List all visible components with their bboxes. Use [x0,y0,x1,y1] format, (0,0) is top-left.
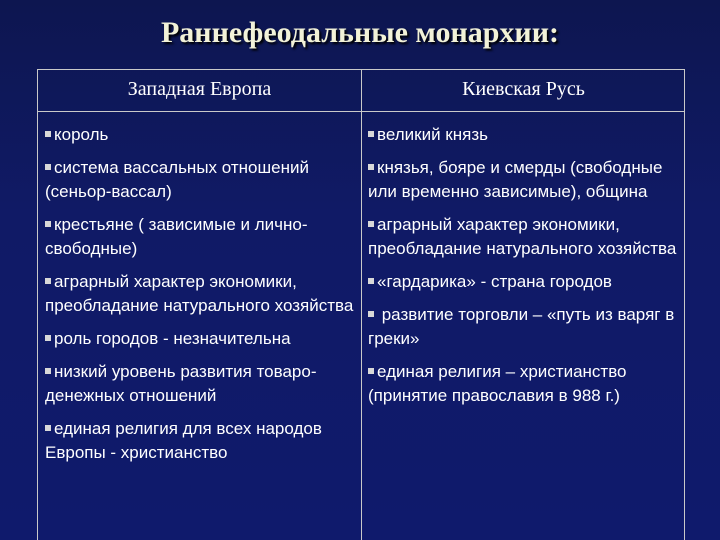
square-bullet-icon [45,335,51,341]
list-item: система вассальных отношений (сеньор-вассал) [45,158,309,201]
list-item: аграрный характер экономики, преобладание натурального хозяйства [45,272,354,315]
square-bullet-icon [368,221,374,227]
list-item: единая религия – христианство (принятие православия в 988 г.) [368,362,627,405]
list-item: аграрный характер экономики, преобладание натурального хозяйства [368,215,677,258]
square-bullet-icon [45,221,51,227]
square-bullet-icon [368,311,374,317]
square-bullet-icon [45,278,51,284]
comparison-table [37,69,685,540]
list-item: крестьяне ( зависимые и лично-свободные) [45,215,308,258]
square-bullet-icon [368,368,374,374]
square-bullet-icon [45,164,51,170]
square-bullet-icon [368,131,374,137]
square-bullet-icon [368,278,374,284]
column-header-kievan-rus: Киевская Русь [462,78,585,100]
list-item: король [45,123,357,147]
kievan-rus-column [368,123,680,417]
slide-title: Раннефеодальные монархии: [160,16,559,49]
list-item: великий князь [368,123,680,147]
list-item: роль городов - незначительна [45,327,357,351]
square-bullet-icon [368,164,374,170]
column-divider [361,69,362,540]
square-bullet-icon [45,131,51,137]
list-item: единая религия для всех народов Европы - христианство [45,419,322,462]
list-item: князья, бояре и смерды (свободные или временно зависимые), община [368,158,663,201]
western-europe-column [45,123,357,474]
list-item: «гардарика» - страна городов [368,270,680,294]
square-bullet-icon [45,368,51,374]
list-item: низкий уровень развития товаро-денежных отношений [45,362,317,405]
square-bullet-icon [45,425,51,431]
list-item: развитие торговли – «путь из варяг в греки» [368,305,675,348]
column-header-western-europe: Западная Европа [127,78,272,100]
